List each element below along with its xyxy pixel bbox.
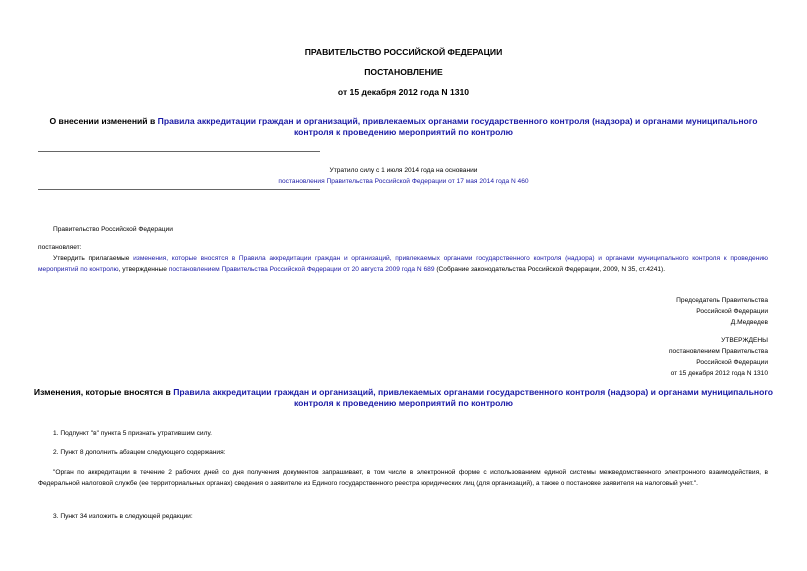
approved-block (669, 335, 768, 379)
item-3: 3. Пункт 34 изложить в следующей редакции: (53, 513, 193, 520)
signature-line-2: Российской Федерации (696, 308, 768, 315)
approved-line-2: постановлением Правительства (668, 348, 768, 355)
changes-title (30, 387, 777, 409)
header-doc-type: ПОСТАНОВЛЕНИЕ (364, 67, 443, 77)
separator-bottom (38, 189, 320, 190)
signature-block (676, 295, 768, 328)
changes-title-rules-link[interactable]: Правила аккредитации граждан и организаций, привлекаемых органами государственного контроля (надзора) и органами муниципального контроля к проведению мероприятий по контролю (173, 387, 774, 408)
approved-line-3: Российской Федерации (696, 359, 768, 366)
government-label: Правительство Российской Федерации (53, 226, 173, 233)
title-prefix: О внесении изменений в (49, 116, 158, 126)
approved-line-4: от 15 декабря 2012 года N 1310 (670, 370, 768, 377)
approved-line-1: УТВЕРЖДЕНЫ (721, 337, 768, 344)
approve-suffix: (Собрание законодательства Российской Федерации, 2009, N 35, ст.4241). (434, 266, 666, 273)
decrees-label: постановляет: (38, 244, 82, 251)
item-2-quote: "Орган по аккредитации в течение 2 рабочих дней со дня получения документов запрашивает, в том числе в электронной форме с использованием единой системы межведомственного электронного взаимодействия, в Федеральной налоговой службе (ее территориальных органах) сведения о заявителе из Единого государственного реестра юридических лиц (для организаций), а также о постановке заявителя на налоговый учет.". (38, 469, 768, 487)
notice-repeal-link[interactable]: постановления Правительства Российской Федерации от 17 мая 2014 года N 460 (278, 178, 529, 185)
document-title (30, 116, 777, 138)
separator-top (38, 151, 320, 152)
header-org: ПРАВИТЕЛЬСТВО РОССИЙСКОЙ ФЕДЕРАЦИИ (304, 47, 503, 57)
signature-line-1: Председатель Правительства (676, 297, 768, 304)
decree-689-link[interactable]: постановлением Правительства Российской Федерации от 20 августа 2009 года N 689 (168, 266, 435, 273)
changes-link[interactable]: изменения, которые вносятся в Правила аккредитации граждан и организаций, привлекаемых органами государственного контроля (надзора) и органами муниципального контроля к проведению мероприятий по контролю (38, 255, 768, 273)
item-1: 1. Подпункт "в" пункта 5 признать утратившим силу. (53, 430, 212, 437)
approve-mid: , утвержденные (118, 266, 169, 273)
changes-title-prefix: Изменения, которые вносятся в (33, 387, 174, 397)
item-2: 2. Пункт 8 дополнить абзацем следующего содержания: (53, 449, 226, 456)
signature-line-3: Д.Медведев (730, 319, 768, 326)
approve-prefix: Утвердить прилагаемые (53, 255, 134, 262)
header-date: от 15 декабря 2012 года N 1310 (337, 87, 470, 97)
notice-line-1: Утратило силу с 1 июля 2014 года на основании (329, 167, 478, 174)
approve-paragraph (38, 253, 768, 275)
title-rules-link[interactable]: Правила аккредитации граждан и организаций, привлекаемых органами государственного контроля (надзора) и органами муниципального контроля к проведению мероприятий по контролю (157, 116, 758, 137)
